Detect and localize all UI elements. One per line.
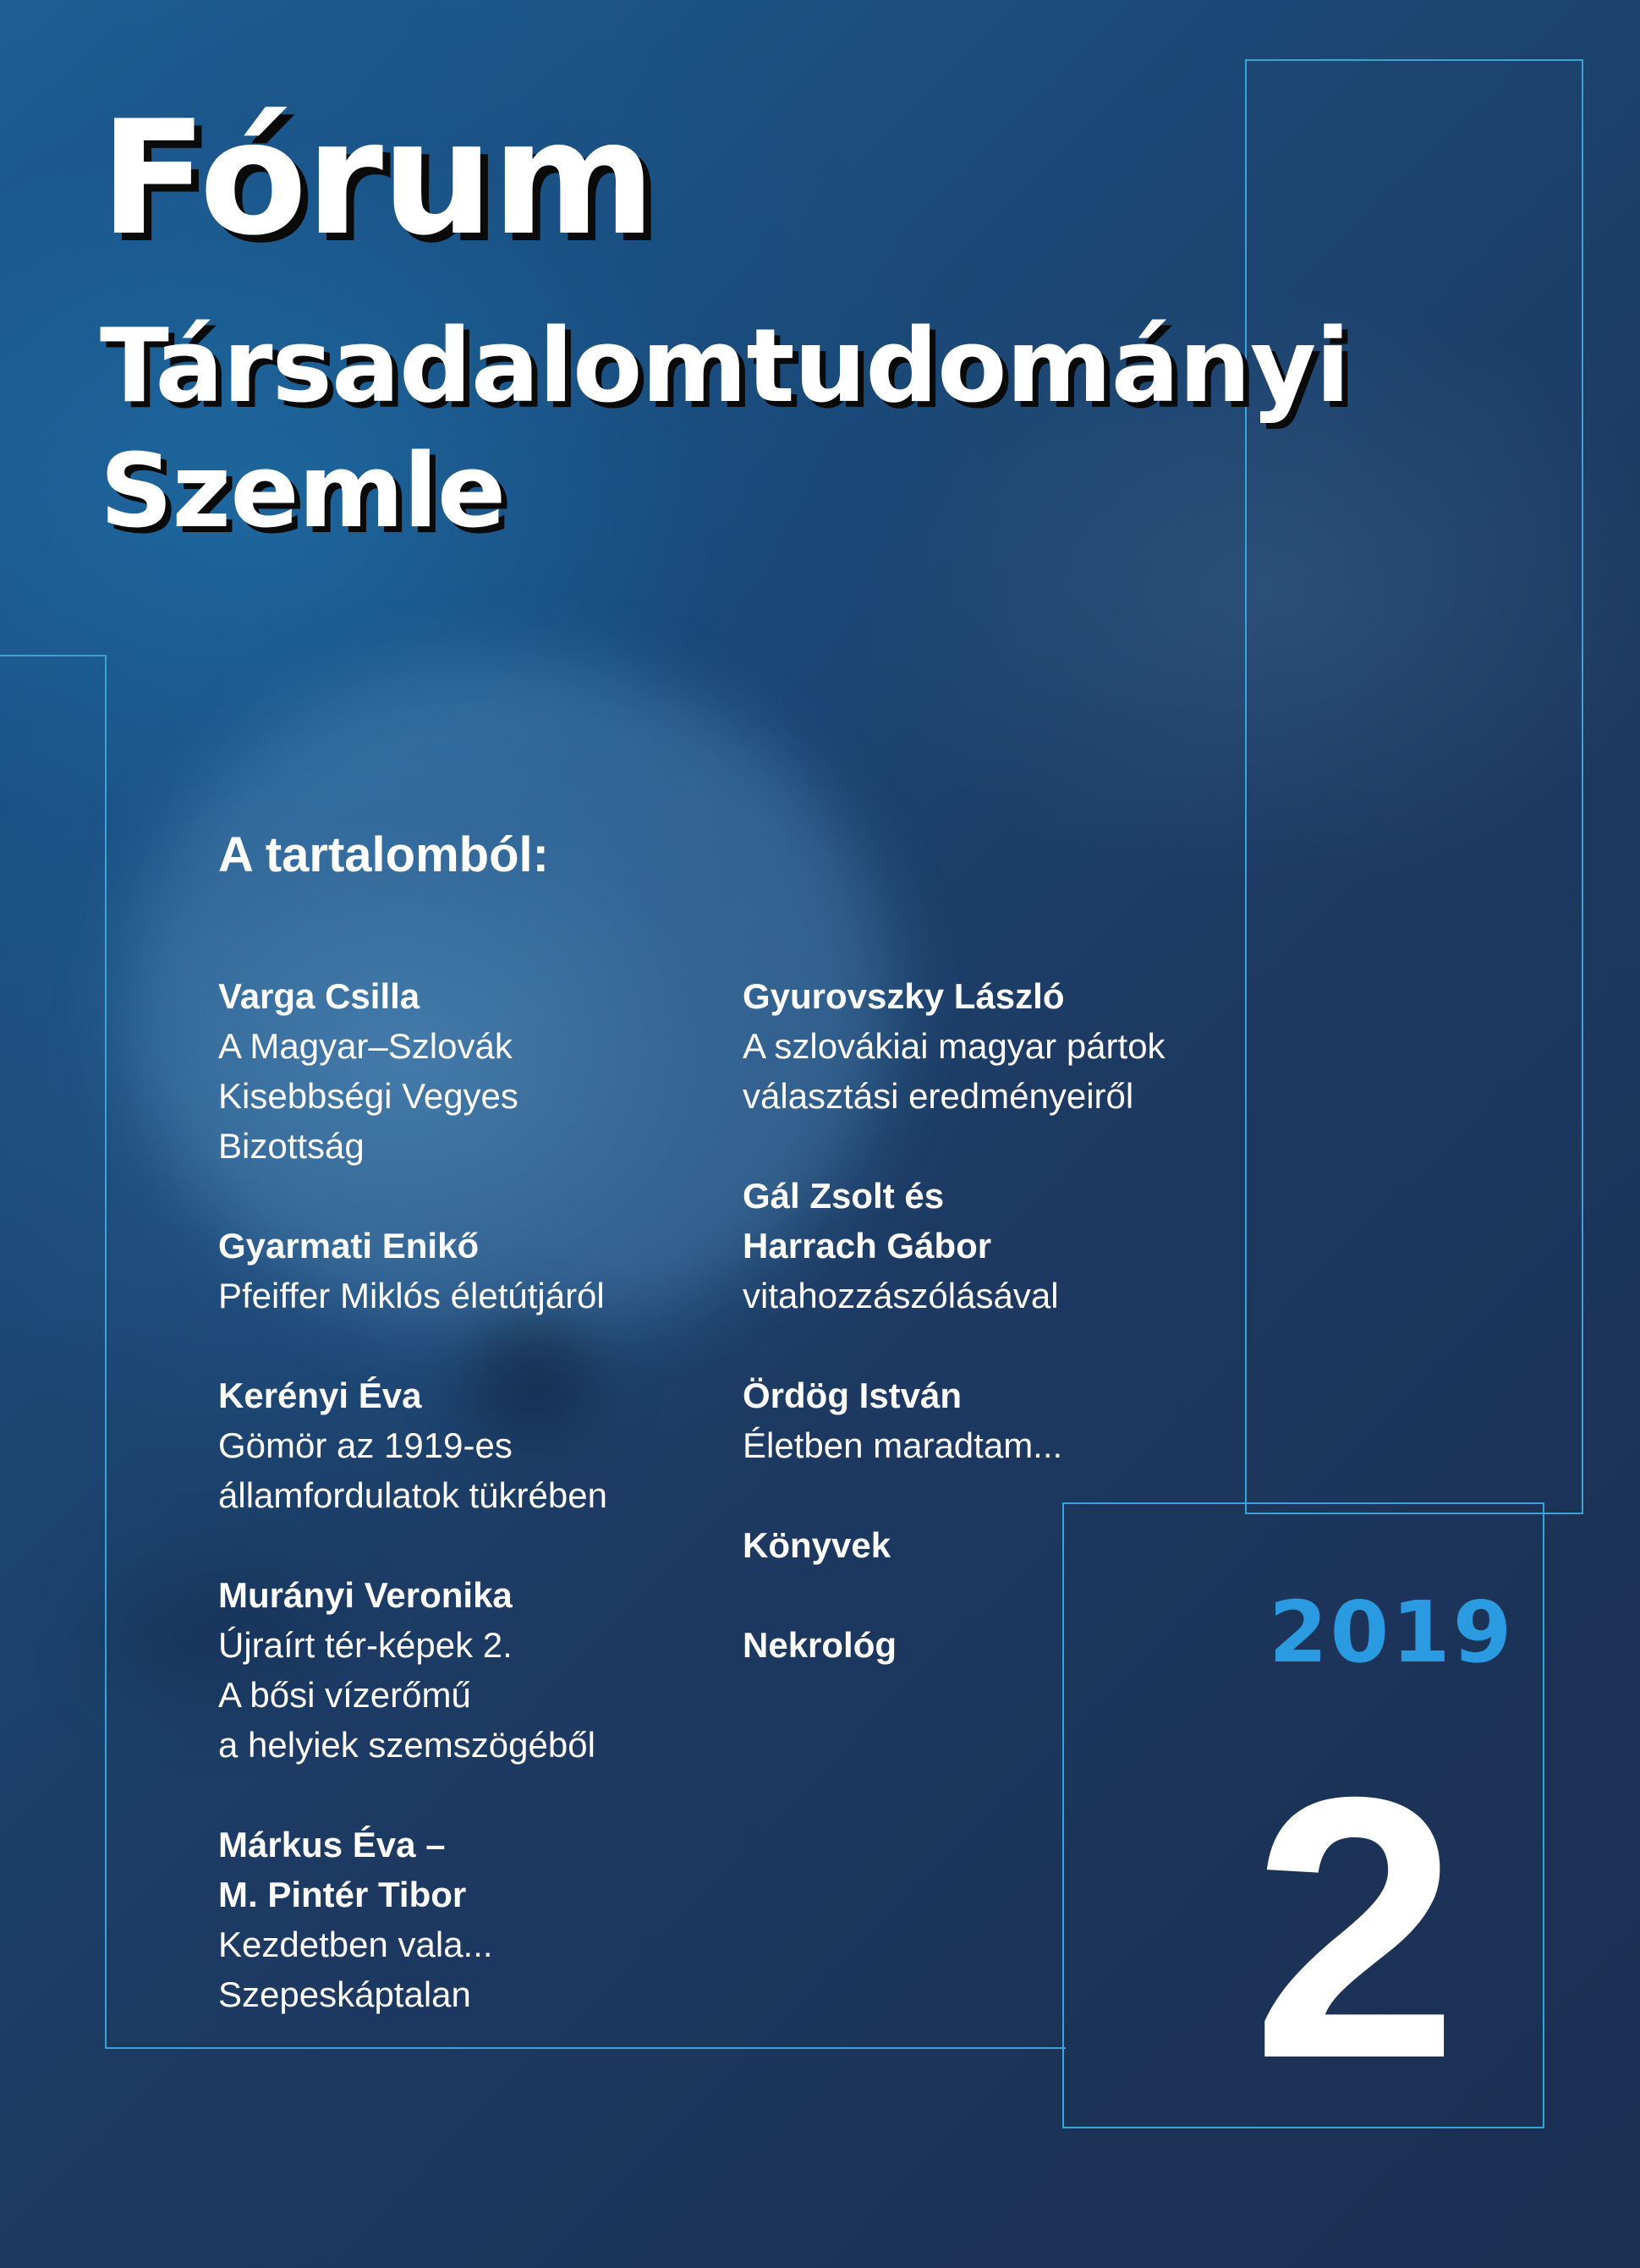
contents-left-column: [218, 971, 743, 2069]
issue-year: 2019: [1269, 1583, 1515, 1682]
contents-entry: [218, 1570, 743, 1770]
journal-subtitle: [100, 305, 1349, 555]
entry-title: Pfeiffer Miklós életútjáról: [218, 1276, 605, 1315]
subtitle-line: Szemle: [100, 433, 506, 551]
frame-content-top: [0, 655, 107, 656]
entry-author: Harrach Gábor: [743, 1226, 992, 1266]
entry-author: Kerényi Éva: [218, 1376, 422, 1415]
entry-title: a helyiek szemszögéből: [218, 1725, 595, 1765]
entry-title: Kezdetben vala...: [218, 1925, 493, 1964]
entry-title: Gömör az 1919-es: [218, 1425, 513, 1465]
contents-section: [743, 1520, 1267, 1570]
entry-title: A bősi vízerőmű: [218, 1675, 471, 1715]
entry-author: Gál Zsolt és: [743, 1176, 945, 1216]
entry-author: Murányi Veronika: [218, 1575, 513, 1615]
contents-heading: A tartalomból:: [218, 827, 549, 882]
journal-title: Fórum: [100, 86, 655, 270]
entry-author: Ördög István: [743, 1376, 963, 1415]
entry-author: Márkus Éva –: [218, 1825, 446, 1864]
contents-section: [743, 1620, 1267, 1670]
entry-author: M. Pintér Tibor: [218, 1875, 467, 1914]
frame-top-right: [1245, 59, 1583, 1514]
contents-entry: [743, 1370, 1267, 1470]
contents-entry: [218, 1221, 743, 1321]
entry-title: Életben maradtam...: [743, 1425, 1063, 1465]
entry-author: Varga Csilla: [218, 976, 420, 1016]
entry-title: A szlovákiai magyar pártok: [743, 1026, 1166, 1066]
contents-entry: [218, 1820, 743, 2019]
issue-number: 2: [1252, 1721, 1459, 2136]
entry-title: választási eredményeiről: [743, 1076, 1134, 1116]
contents-right-column: [743, 971, 1267, 1720]
section-label: Könyvek: [743, 1525, 891, 1565]
entry-author: Gyurovszky László: [743, 976, 1065, 1016]
entry-title: Kisebbségi Vegyes: [218, 1076, 518, 1116]
subtitle-line: Társadalomtudományi: [100, 308, 1350, 426]
section-label: Nekrológ: [743, 1625, 897, 1665]
entry-title: vitahozzászólásával: [743, 1276, 1059, 1315]
entry-title: Újraírt tér-képek 2.: [218, 1625, 513, 1665]
entry-author: Gyarmati Enikő: [218, 1226, 480, 1266]
contents-entry: [218, 971, 743, 1171]
entry-title: államfordulatok tükrében: [218, 1475, 607, 1515]
entry-title: Bizottság: [218, 1126, 365, 1166]
entry-title: Szepeskáptalan: [218, 1974, 471, 2014]
contents-entry: [218, 1370, 743, 1520]
entry-title: A Magyar–Szlovák: [218, 1026, 513, 1066]
contents-entry: [743, 1171, 1267, 1321]
contents-entry: [743, 971, 1267, 1121]
